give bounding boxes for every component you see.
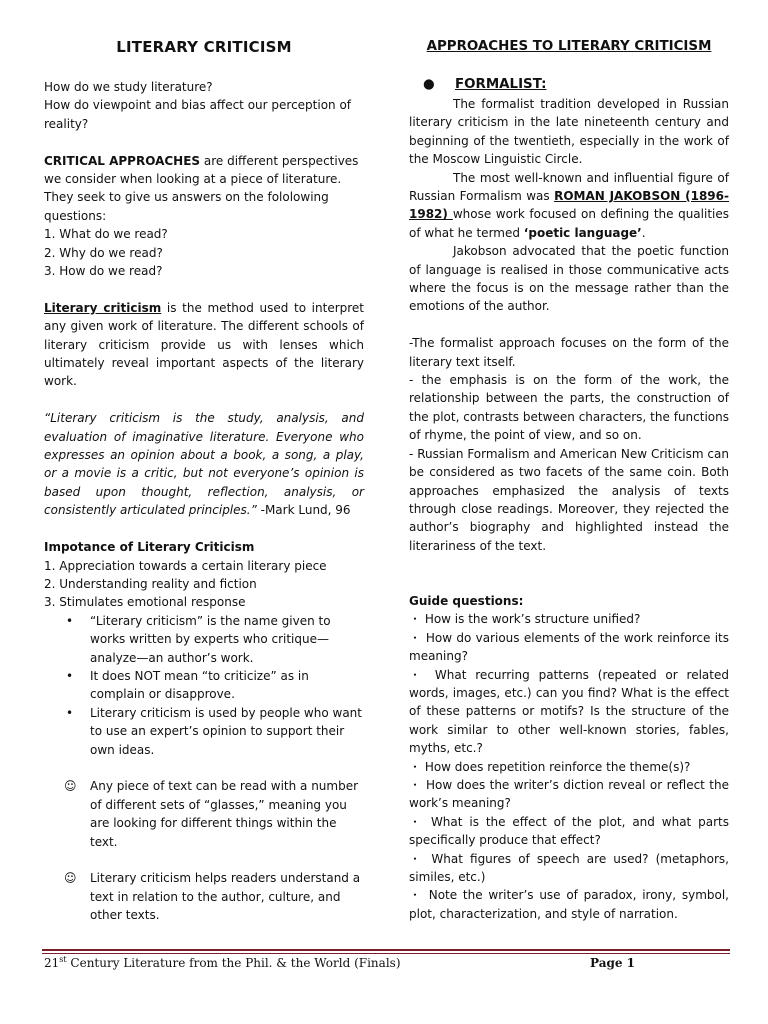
jakobson-paragraph: The most well-known and influential figure of Russian Formalism was ROMAN JAKOBSON (1896-1982) whose work focused on defining the qualities of what he termed ‘poetic language’. bbox=[409, 170, 730, 240]
footer-divider bbox=[42, 949, 730, 951]
intro-line: How do viewpoint and bias affect our perception of reality? bbox=[44, 98, 352, 131]
guide-question: ・ What is the effect of the plot, and what parts specifically produce that effect? bbox=[409, 814, 729, 848]
page-number: Page 1 bbox=[590, 956, 636, 970]
bullet-icon: • bbox=[66, 668, 74, 683]
smiley-icon: ☺ bbox=[64, 871, 77, 886]
bullet-icon: • bbox=[66, 705, 74, 720]
quote-attribution: -Mark Lund, 96 bbox=[256, 503, 351, 518]
formalist-point: -The formalist approach focuses on the form of the literary text itself. bbox=[409, 336, 729, 369]
question-item: 1. What do we read? bbox=[44, 227, 168, 242]
bullet-icon: • bbox=[66, 613, 74, 628]
section-title: APPROACHES TO LITERARY CRITICISM bbox=[426, 39, 712, 54]
literary-criticism-paragraph: Literary criticism is the method used to interpret any given work of literature. The different schools of literary criticism provide us with lenses which ultimately reveal important aspects of the literary work. bbox=[44, 300, 365, 389]
formalist-paragraph: The formalist tradition developed in Russian literary criticism in the late nineteenth century and beginning of the twentieth, especially in the work of the Moscow Linguistic Circle. bbox=[409, 97, 729, 167]
poetic-function-paragraph: Jakobson advocated that the poetic function of language is realised in those communicative acts where the focus is on the message rather than the emotions of the author. bbox=[409, 244, 729, 314]
list-item: ☺ Literary criticism helps readers understand a text in relation to the author, culture, and other texts. bbox=[64, 871, 361, 923]
critical-approaches-term: CRITICAL APPROACHES bbox=[44, 153, 201, 168]
guide-question: ・ How does the writer’s diction reveal or reflect the work’s meaning? bbox=[409, 777, 729, 811]
jakobson-name: ROMAN JAKOBSON (1896-1982) bbox=[409, 189, 729, 222]
critical-approaches-paragraph: CRITICAL APPROACHES are different perspectives we consider when looking at a piece of literature. They seek to give us answers on the fololowing questions: bbox=[44, 153, 359, 223]
bullet-list bbox=[44, 612, 364, 759]
footer-course-title: 21st Century Literature from the Phil. & the World (Finals) bbox=[44, 955, 401, 970]
importance-item: 3. Stimulates emotional response bbox=[44, 595, 246, 610]
list-item: ☺ Any piece of text can be read with a number of different sets of “glasses,” meaning you are looking for different things within the text. bbox=[64, 779, 359, 849]
formalist-heading: ● FORMALIST: bbox=[409, 75, 729, 95]
list-item: • It does NOT mean “to criticize” as in complain or disapprove. bbox=[66, 668, 309, 702]
list-item: • “Literary criticism” is the name given to works written by experts who critique—analyze—an author’s work. bbox=[66, 613, 331, 665]
smiley-icon: ☺ bbox=[64, 779, 77, 794]
bullet-icon: ● bbox=[423, 77, 435, 92]
intro-line: How do we study literature? bbox=[44, 80, 213, 94]
guide-question: ・ What figures of speech are used? (metaphors, similes, etc.) bbox=[409, 851, 729, 885]
poetic-language-term: ‘poetic language’ bbox=[523, 225, 642, 240]
literary-criticism-term: Literary criticism bbox=[44, 300, 162, 315]
guide-question: ・ How is the work’s structure unified? bbox=[409, 612, 641, 627]
importance-item: 2. Understanding reality and fiction bbox=[44, 576, 257, 591]
question-item: 3. How do we read? bbox=[44, 264, 163, 279]
guide-question: ・ Note the writer’s use of paradox, irony, symbol, plot, characterization, and style of narration. bbox=[409, 888, 729, 921]
quote-paragraph bbox=[44, 409, 364, 519]
list-item: • Literary criticism is used by people who want to use an expert’s opinion to support their own ideas. bbox=[66, 705, 362, 757]
guide-questions-heading: Guide questions: bbox=[409, 593, 524, 608]
question-item: 2. Why do we read? bbox=[44, 245, 163, 260]
formalist-point: - the emphasis is on the form of the work, the relationship between the parts, the construction of the plot, contrasts between characters, the functions of rhyme, the point of view, and so on. bbox=[409, 373, 729, 443]
guide-question: ・ How do various elements of the work reinforce its meaning? bbox=[409, 630, 729, 664]
footer-divider bbox=[42, 953, 730, 954]
right-column bbox=[409, 30, 729, 923]
guide-question: ・ What recurring patterns (repeated or related words, images, etc.) can you find? What is the effect of these patterns or motifs? Is the structure of the work similar to other well-known stories, fables, myths, etc.? bbox=[409, 667, 729, 756]
guide-question: ・ How does repetition reinforce the theme(s)? bbox=[409, 759, 691, 774]
formalist-point: - Russian Formalism and American New Criticism can be considered as two facets of the same coin. Both approaches emphasized the analysis of texts through close readings. Moreover, they rejected the author’s biography and highlighted instead the literariness of the text. bbox=[409, 446, 729, 553]
importance-item: 1. Appreciation towards a certain literary piece bbox=[44, 558, 327, 573]
left-column bbox=[44, 30, 364, 925]
quote-text: “Literary criticism is the study, analysis, and evaluation of imaginative literature. Everyone who expresses an opinion about a book, a song, a play, or a movie is a critic, but not everyone’s opinion is based upon thought, reflection, analysis, or consistently articulated principles.” bbox=[44, 411, 364, 518]
page-title: LITERARY CRITICISM bbox=[116, 38, 292, 56]
importance-heading: Impotance of Literary Criticism bbox=[44, 540, 255, 555]
